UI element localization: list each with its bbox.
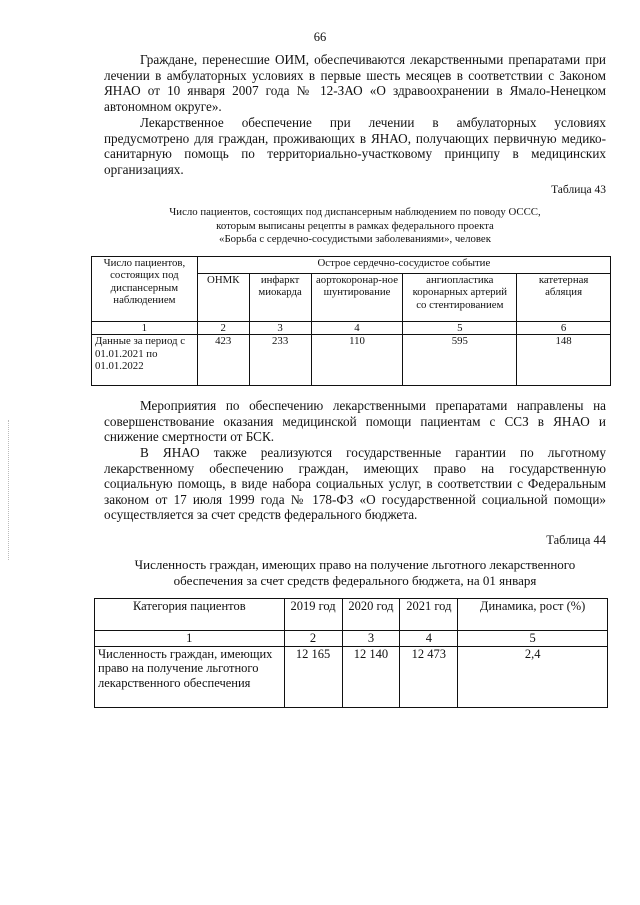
- paragraph-2: [104, 115, 606, 177]
- table-43-cell: 110: [311, 335, 403, 386]
- table-44-header-2020: 2020 год: [342, 599, 400, 631]
- table-row: [95, 599, 608, 631]
- scan-margin-mark: [8, 420, 10, 560]
- table-43-num: 2: [197, 322, 249, 335]
- table-43-cell: 148: [517, 335, 611, 386]
- table-43-cell: 233: [249, 335, 311, 386]
- table-44: [94, 598, 608, 708]
- table-44-header-2019: 2019 год: [284, 599, 342, 631]
- table-43-header-group: Острое сердечно-сосудистое событие: [197, 257, 610, 274]
- table-44-num: 5: [458, 631, 608, 647]
- table-43-num: 4: [311, 322, 403, 335]
- table-44-header-category: Категория пациентов: [95, 599, 285, 631]
- paragraph-4-text: В ЯНАО также реализуются государственные гарантии по льготному лекарственному обеспечению граждан, имеющих право на государственную социальную помощь, в виде набора социальных услуг, в соответствии с Федеральным законом от 17 июля 1999 года № 178-ФЗ «О государственной социальной помощи» осуществляется за счет средств федерального бюджета.: [104, 445, 606, 523]
- table-43: [91, 256, 611, 386]
- table-43-num: 3: [249, 322, 311, 335]
- table-43-title: [104, 206, 606, 247]
- table-43-header-first: Число пациентов, состоящих под диспансерным наблюдением: [92, 257, 198, 322]
- table-row: [92, 322, 611, 335]
- paragraph-2-text: Лекарственное обеспечение при лечении в амбулаторных условиях предусмотрено для граждан, проживающих в ЯНАО, получающих первичную медико-санитарную помощь по территориально-участковому принципу в медицинских организациях.: [104, 115, 606, 177]
- table-43-cell: 423: [197, 335, 249, 386]
- table-44-num: 4: [400, 631, 458, 647]
- table-43-num: 1: [92, 322, 198, 335]
- table-44-header-dynamics: Динамика, рост (%): [458, 599, 608, 631]
- table-43-col-onmk: ОНМК: [197, 273, 249, 321]
- table-44-num: 2: [284, 631, 342, 647]
- table-row: [95, 646, 608, 707]
- table-44-title: [104, 557, 606, 589]
- table-44-cell: 12 140: [342, 646, 400, 707]
- table-43-label: Таблица 43: [551, 184, 606, 196]
- table-44-cell: 12 165: [284, 646, 342, 707]
- table-43-title-line-2: которым выписаны рецепты в рамках федерального проекта: [216, 219, 494, 232]
- table-43-col-bypass: аортокоронар-ное шунтирование: [311, 273, 403, 321]
- paragraph-1: [104, 52, 606, 114]
- table-43-row-label: Данные за период с 01.01.2021 по 01.01.2022: [92, 335, 198, 386]
- table-44-cell: 12 473: [400, 646, 458, 707]
- paragraph-3-text: Мероприятия по обеспечению лекарственными препаратами направлены на совершенствование оказания медицинской помощи пациентам с ССЗ в ЯНАО и снижение смертности от БСК.: [104, 398, 606, 445]
- table-43-num: 5: [403, 322, 517, 335]
- table-44-num: 3: [342, 631, 400, 647]
- paragraph-3: [104, 398, 606, 445]
- paragraph-1-text: Граждане, перенесшие ОИМ, обеспечиваются лекарственными препаратами при лечении в амбулаторных условиях в первые шесть месяцев в соответствии с Законом ЯНАО от 10 января 2007 года № 12-ЗАО «О здравоохранении в Ямало-Ненецком автономном округе».: [104, 52, 606, 114]
- paragraph-4: [104, 445, 606, 523]
- table-43-col-ablation: катетерная абляция: [517, 273, 611, 321]
- table-44-title-line-2: обеспечения за счет средств федерального бюджета, на 01 января: [173, 573, 537, 588]
- table-43-title-line-3: «Борьба с сердечно-сосудистыми заболеваниями», человек: [219, 233, 491, 245]
- table-row: [92, 335, 611, 386]
- table-row: [95, 631, 608, 647]
- table-44-cell: 2,4: [458, 646, 608, 707]
- table-44-row-label: Численность граждан, имеющих право на получение льготного лекарственного обеспечения: [95, 646, 285, 707]
- table-row: [92, 257, 611, 274]
- table-43-title-line-1: Число пациентов, состоящих под диспансерным наблюдением по поводу ОССС,: [169, 206, 541, 218]
- table-44-header-2021: 2021 год: [400, 599, 458, 631]
- table-44-label: Таблица 44: [546, 533, 606, 547]
- table-43-cell: 595: [403, 335, 517, 386]
- table-44-title-line-1: Численность граждан, имеющих право на получение льготного лекарственного: [134, 557, 576, 572]
- table-43-num: 6: [517, 322, 611, 335]
- table-43-col-angioplasty: ангиопластика коронарных артерий со стентированием: [403, 273, 517, 321]
- table-43-col-infarct: инфаркт миокарда: [249, 273, 311, 321]
- page-number: 66: [313, 30, 327, 44]
- table-44-num: 1: [95, 631, 285, 647]
